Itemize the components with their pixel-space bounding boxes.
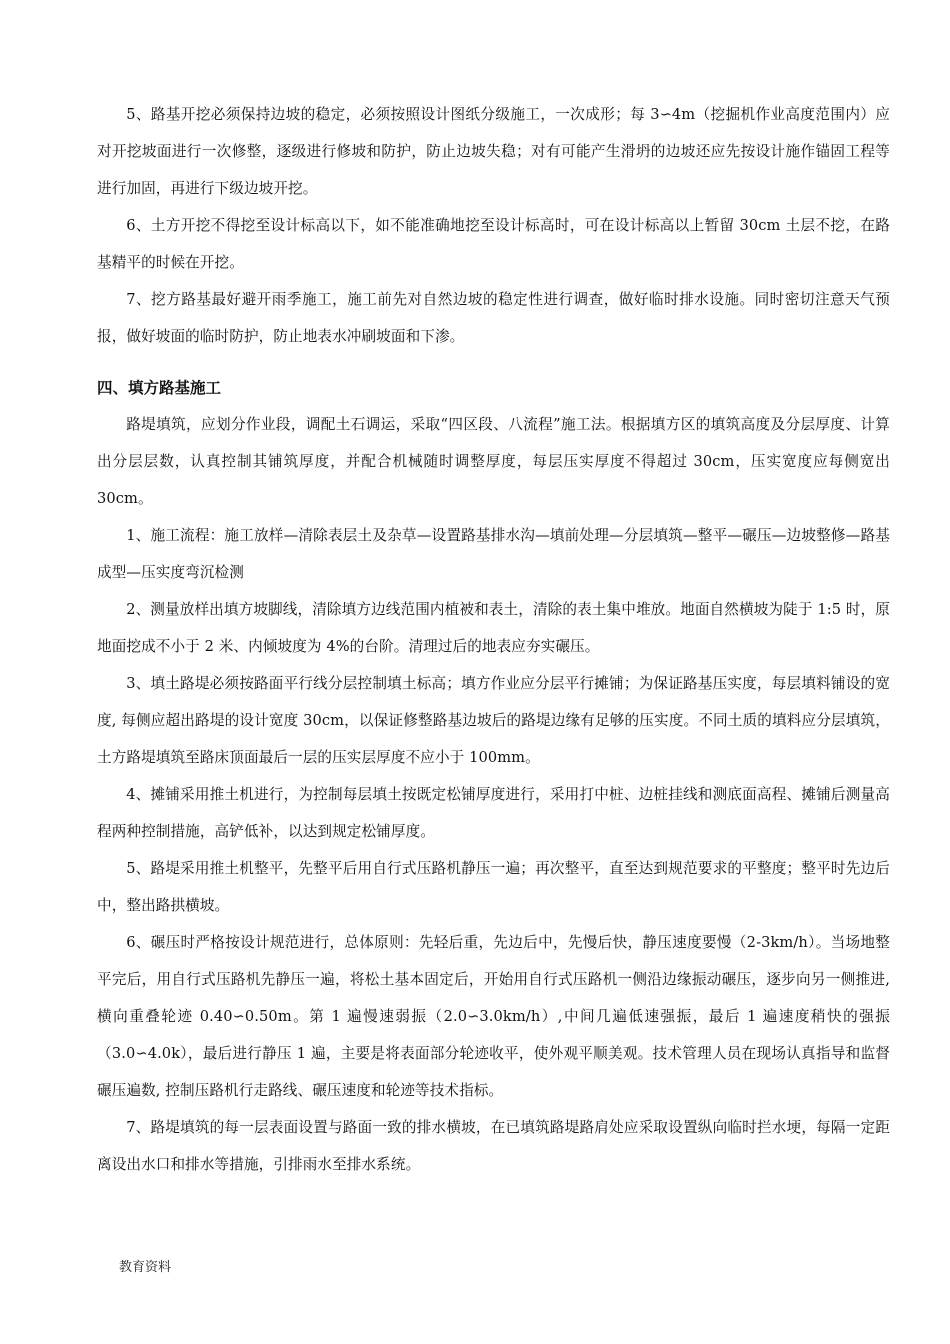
paragraph-excavation-6: 6、土方开挖不得挖至设计标高以下，如不能准确地挖至设计标高时，可在设计标高以上暂留 30cm 土层不挖，在路基精平的时候在开挖。 bbox=[97, 217, 890, 271]
document-page bbox=[97, 96, 890, 1183]
paragraph-excavation-5: 5、路基开挖必须保持边坡的稳定，必须按照设计图纸分级施工，一次成形；每 3∽4m（挖掘机作业高度范围内）应对开挖坡面进行一次修整，逐级进行修坡和防护，防止边坡失稳；对有可能产生滑坍的边坡还应先按设计施作锚固工程等进行加固，再进行下级边坡开挖。 bbox=[97, 106, 890, 197]
paragraph-excavation-7: 7、挖方路基最好避开雨季施工，施工前先对自然边坡的稳定性进行调查，做好临时排水设施。同时密切注意天气预报，做好坡面的临时防护，防止地表水冲刷坡面和下渗。 bbox=[97, 291, 890, 345]
paragraph-embankment-4: 4、摊铺采用推土机进行，为控制每层填土按既定松铺厚度进行，采用打中桩、边桩挂线和测底面高程、摊铺后测量高程两种控制措施，高铲低补，以达到规定松铺厚度。 bbox=[97, 786, 890, 840]
paragraph-embankment-3: 3、填土路堤必须按路面平行线分层控制填土标高；填方作业应分层平行摊铺；为保证路基压实度，每层填料铺设的宽度, 每侧应超出路堤的设计宽度 30cm，以保证修整路基边坡后的路堤边缘有足够的压实度。不同土质的填料应分层填筑，土方路堤填筑至路床顶面最后一层的压实层厚度不应小于 100mm。 bbox=[97, 675, 890, 766]
paragraph-embankment-intro: 路堤填筑，应划分作业段，调配土石调运，采取“四区段、八流程”施工法。根据填方区的填筑高度及分层厚度、计算出分层层数，认真控制其铺筑厚度，并配合机械随时调整厚度，每层压实厚度不得超过 30cm，压实宽度应每侧宽出 30cm。 bbox=[97, 416, 890, 507]
paragraph-embankment-1: 1、施工流程：施工放样—清除表层土及杂草—设置路基排水沟—填前处理—分层填筑—整平—碾压—边坡整修—路基成型—压实度弯沉检测 bbox=[97, 527, 890, 581]
paragraph-embankment-5: 5、路堤采用推土机整平，先整平后用自行式压路机静压一遍；再次整平，直至达到规范要求的平整度；整平时先边后中，整出路拱横坡。 bbox=[97, 860, 890, 914]
paragraph-embankment-7: 7、路堤填筑的每一层表面设置与路面一致的排水横坡，在已填筑路堤路肩处应采取设置纵向临时拦水埂，每隔一定距离设出水口和排水等措施，引排雨水至排水系统。 bbox=[97, 1119, 890, 1173]
paragraph-embankment-6: 6、碾压时严格按设计规范进行，总体原则：先轻后重，先边后中，先慢后快，静压速度要慢（2-3km/h）。当场地整平完后，用自行式压路机先静压一遍，将松土基本固定后，开始用自行式压路机一侧沿边缘振动碾压，逐步向另一侧推进, 横向重叠轮迹 0.40∽0.50m。第 1 遍慢速弱振（2.0∽3.0km/h）,中间几遍低速强振，最后 1 遍速度稍快的强振（3.0∽4.0k），最后进行静压 1 遍，主要是将表面部分轮迹收平，使外观平顺美观。技术管理人员在现场认真指导和监督碾压遍数, 控制压路机行走路线、碾压速度和轮迹等技术指标。 bbox=[97, 934, 890, 1099]
footer-note: 教育资料 bbox=[119, 1260, 172, 1275]
paragraph-embankment-2: 2、测量放样出填方坡脚线，清除填方边线范围内植被和表土，清除的表土集中堆放。地面自然横坡为陡于 1:5 时，原地面挖成不小于 2 米、内倾坡度为 4%的台阶。清理过后的地表应夯实碾压。 bbox=[97, 601, 890, 655]
section-heading: 四、填方路基施工 bbox=[97, 378, 222, 397]
